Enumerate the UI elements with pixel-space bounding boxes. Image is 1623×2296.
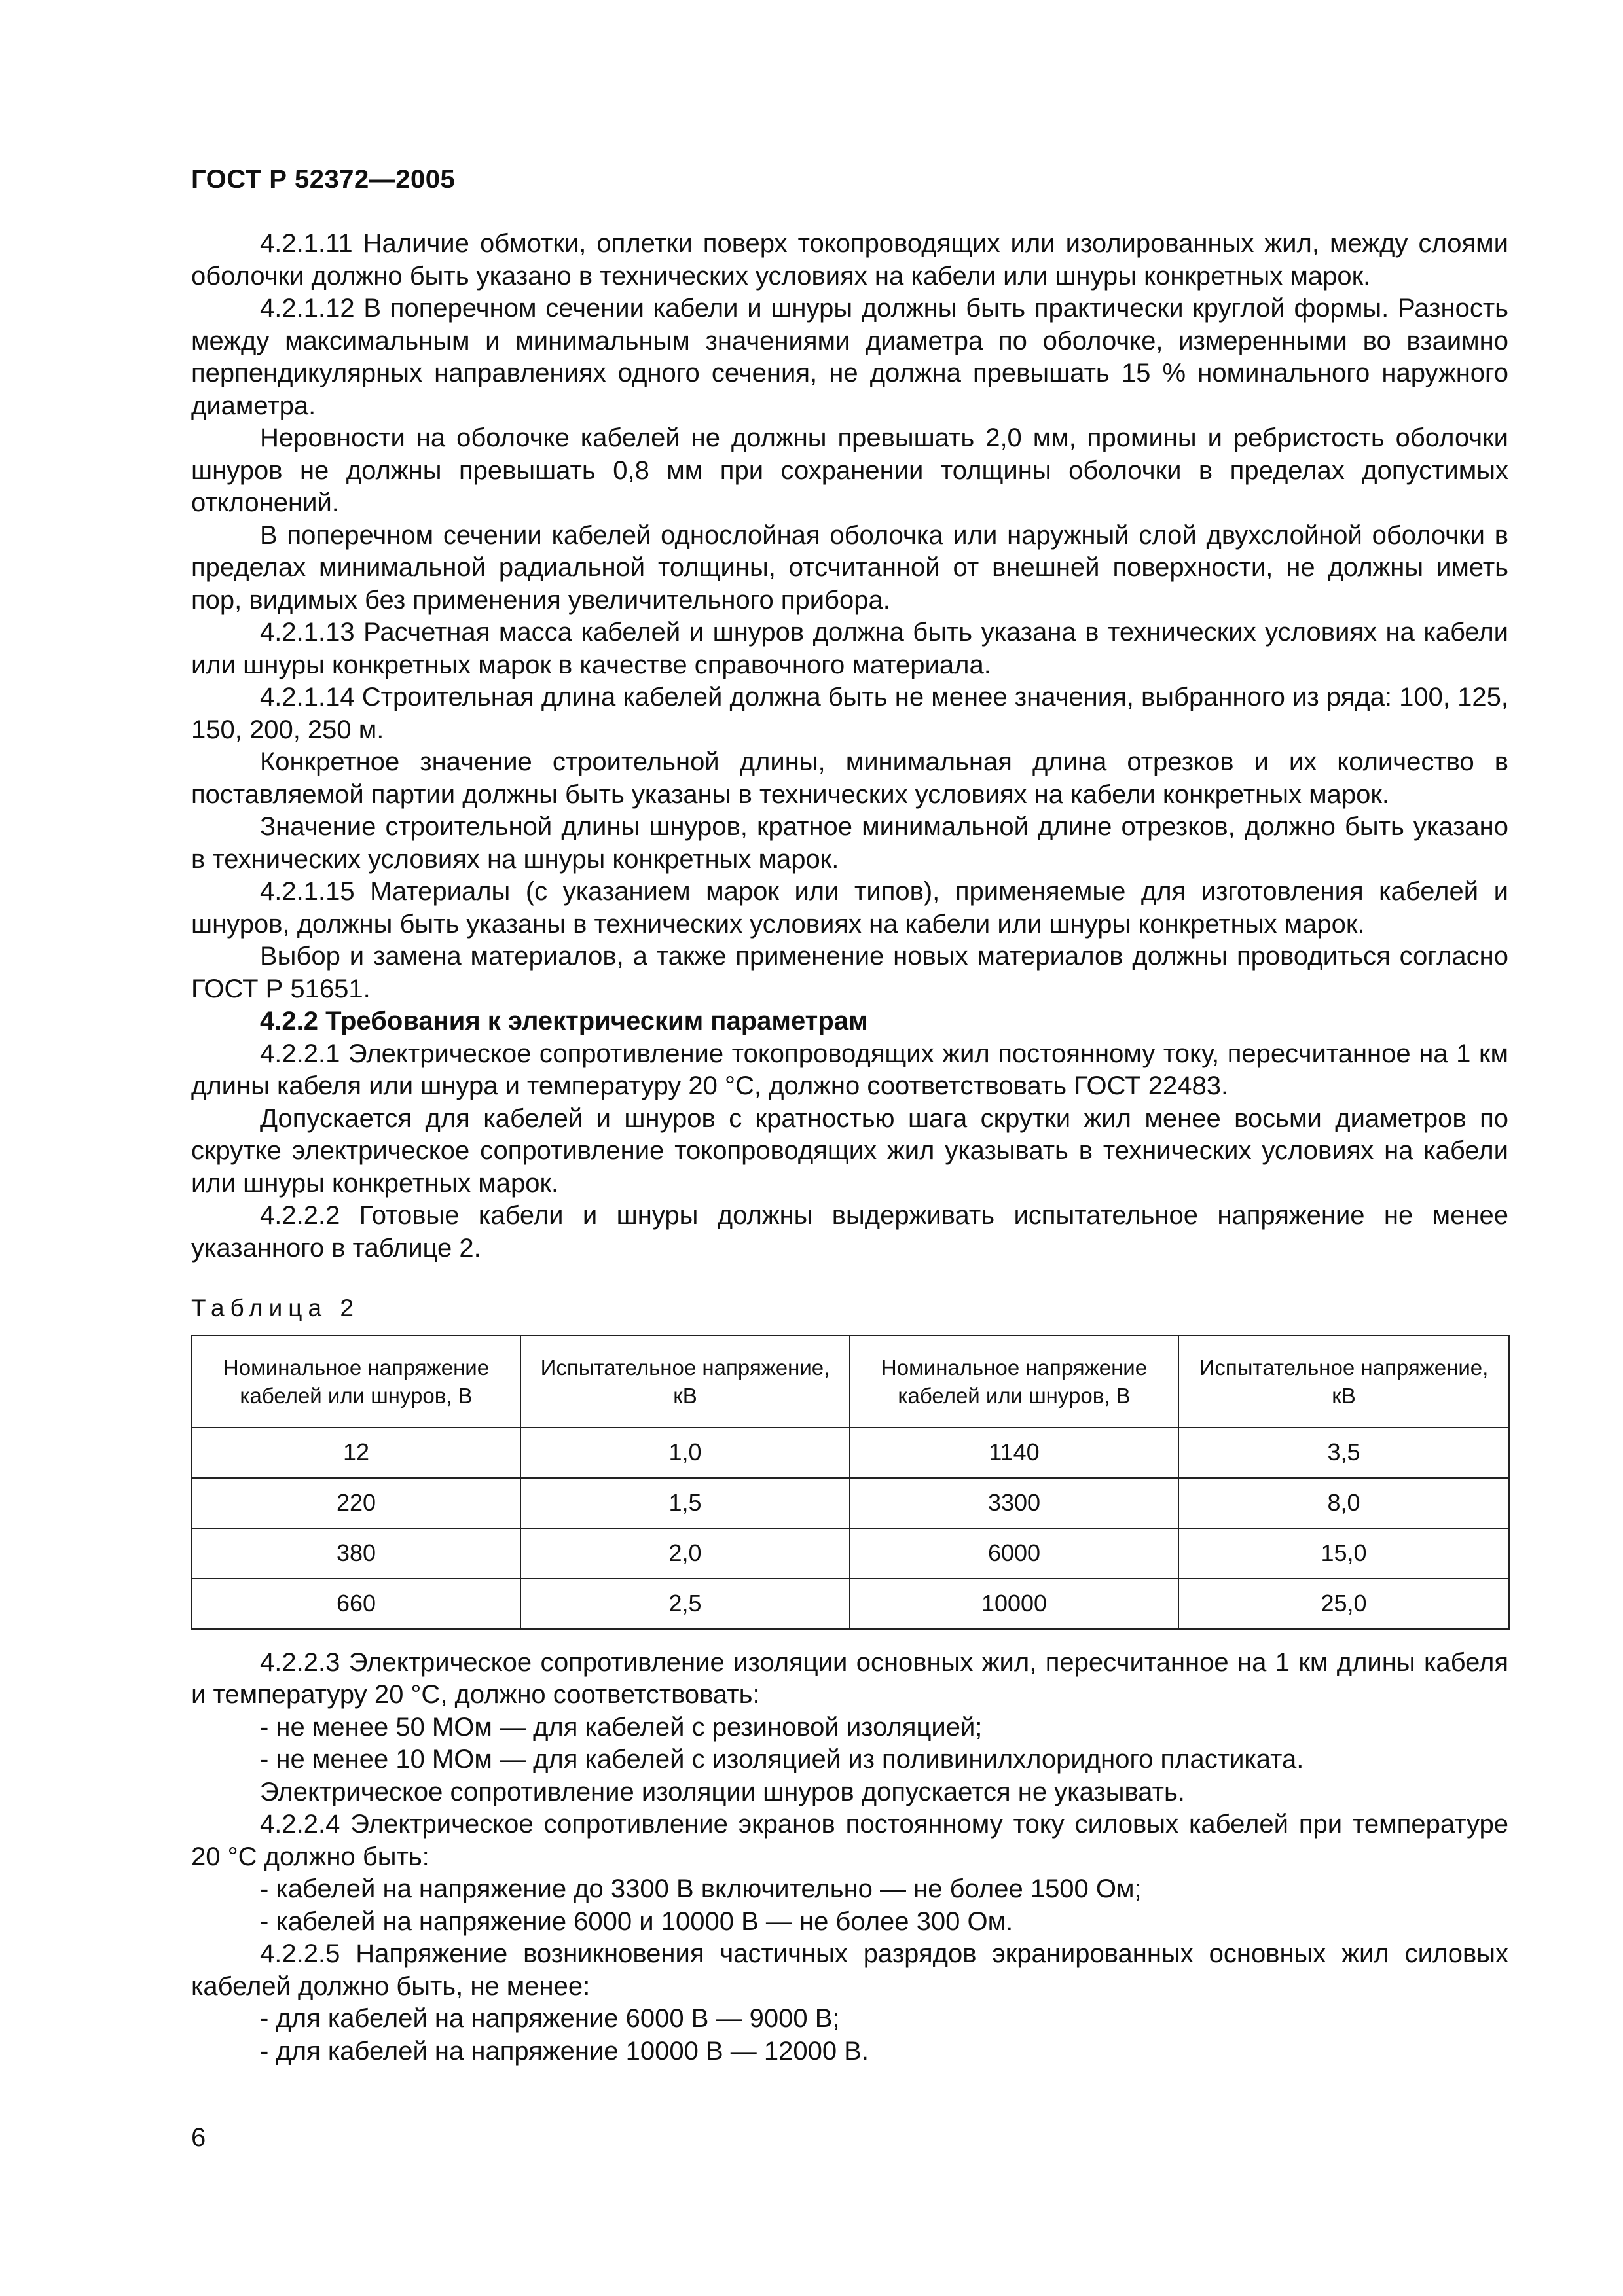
table-row — [192, 1478, 1509, 1528]
paragraph: Значение строительной длины шнуров, кратное минимальной длине отрезков, должно быть указано в технических условиях на шнуры конкретных марок. — [191, 812, 1508, 874]
table-caption: Таблица 2 — [191, 1295, 359, 1321]
table-cell: 1140 — [850, 1427, 1178, 1478]
list-item: - кабелей на напряжение до 3300 В включительно — не более 1500 Ом; — [260, 1874, 1142, 1903]
table-cell: 3300 — [850, 1478, 1178, 1528]
voltage-table — [191, 1335, 1510, 1630]
table-header-cell: Номинальное напряжение кабелей или шнуров, В — [850, 1336, 1178, 1427]
paragraph: 4.2.2.2 Готовые кабели и шнуры должны выдерживать испытательное напряжение не менее указанного в таблице 2. — [191, 1201, 1508, 1263]
list-item: - не менее 50 МОм — для кабелей с резиновой изоляцией; — [260, 1712, 983, 1742]
paragraph: 4.2.2.4 Электрическое сопротивление экранов постоянному току силовых кабелей при температуре 20 °С должно быть: — [191, 1810, 1508, 1871]
table-cell: 10000 — [850, 1579, 1178, 1629]
table-cell: 660 — [192, 1579, 520, 1629]
paragraph: 4.2.1.15 Материалы (с указанием марок или типов), применяемые для изготовления кабелей и шнуров, должны быть указаны в технических условиях на кабели или шнуры конкретных марок. — [191, 877, 1508, 939]
paragraph: Конкретное значение строительной длины, минимальная длина отрезков и их количество в поставляемой партии должны быть указаны в технических условиях на кабели конкретных марок. — [191, 747, 1508, 809]
document-header: ГОСТ Р 52372—2005 — [191, 165, 456, 194]
paragraph: Допускается для кабелей и шнуров с кратностью шага скрутки жил менее восьми диаметров по скрутке электрическое сопротивление токопроводящих жил указывать в технических условиях на кабели или шнуры конкретных марок. — [191, 1103, 1508, 1198]
document-body — [191, 228, 1508, 2068]
table-cell: 15,0 — [1178, 1528, 1509, 1579]
paragraph: 4.2.2.3 Электрическое сопротивление изоляции основных жил, пересчитанное на 1 км длины кабеля и температуру 20 °С, должно соответствовать: — [191, 1647, 1508, 1709]
table-cell: 2,0 — [520, 1528, 850, 1579]
table-header-cell: Испытательное напряжение, кВ — [520, 1336, 850, 1427]
table-cell: 2,5 — [520, 1579, 850, 1629]
table-header-row — [192, 1336, 1509, 1427]
table-header-cell: Номинальное напряжение кабелей или шнуров, В — [192, 1336, 520, 1427]
section-heading: 4.2.2 Требования к электрическим параметрам — [260, 1007, 868, 1035]
table-cell: 3,5 — [1178, 1427, 1509, 1478]
table-row — [192, 1528, 1509, 1579]
paragraph: 4.2.1.13 Расчетная масса кабелей и шнуров должна быть указана в технических условиях на кабели или шнуры конкретных марок в качестве справочного материала. — [191, 618, 1508, 679]
table-cell: 1,0 — [520, 1427, 850, 1478]
page-number: 6 — [191, 2123, 206, 2152]
paragraph: 4.2.2.1 Электрическое сопротивление токопроводящих жил постоянному току, пересчитанное на 1 км длины кабеля или шнура и температуру 20 °С, должно соответствовать ГОСТ 22483. — [191, 1039, 1508, 1100]
table-body — [192, 1427, 1509, 1629]
paragraph: 4.2.1.11 Наличие обмотки, оплетки поверх токопроводящих или изолированных жил, между слоями оболочки должно быть указано в технических условиях на кабели или шнуры конкретных марок. — [191, 229, 1508, 291]
list-item: - не менее 10 МОм — для кабелей с изоляцией из поливинилхлоридного пластиката. — [260, 1745, 1304, 1774]
paragraphs-top — [191, 228, 1508, 1265]
table-cell: 12 — [192, 1427, 520, 1478]
table-row — [192, 1579, 1509, 1629]
paragraph: В поперечном сечении кабелей однослойная оболочка или наружный слой двухслойной оболочки в пределах минимальной радиальной толщины, отсчитанной от внешней поверхности, не должны иметь пор, видимых без применения увеличительного прибора. — [191, 520, 1508, 615]
paragraph: Неровности на оболочке кабелей не должны превышать 2,0 мм, промины и ребристость оболочки шнуров не должны превышать 0,8 мм при сохранении толщины оболочки в пределах допустимых отклонений. — [191, 423, 1508, 517]
paragraph: 4.2.1.14 Строительная длина кабелей должна быть не менее значения, выбранного из ряда: 100, 125, 150, 200, 250 м. — [191, 683, 1508, 744]
paragraph: 4.2.1.12 В поперечном сечении кабели и шнуры должны быть практически круглой формы. Разность между максимальным и минимальным значениями диаметра по оболочке, измеренными во взаимно перпендикулярных направлениях одного сечения, не должна превышать 15 % номинального наружного диаметра. — [191, 294, 1508, 420]
list-item: - для кабелей на напряжение 10000 В — 12000 В. — [260, 2036, 869, 2066]
table-cell: 1,5 — [520, 1478, 850, 1528]
table-header-cell: Испытательное напряжение, кВ — [1178, 1336, 1509, 1427]
table-cell: 220 — [192, 1478, 520, 1528]
list-item: - для кабелей на напряжение 6000 В — 9000 В; — [260, 2004, 840, 2033]
paragraph: Электрическое сопротивление изоляции шнуров допускается не указывать. — [260, 1777, 1185, 1806]
table-cell: 380 — [192, 1528, 520, 1579]
table-cell: 25,0 — [1178, 1579, 1509, 1629]
paragraph: Выбор и замена материалов, а также применение новых материалов должны проводиться согласно ГОСТ Р 51651. — [191, 942, 1508, 1003]
paragraph: 4.2.2.5 Напряжение возникновения частичных разрядов экранированных основных жил силовых кабелей должно быть, не менее: — [191, 1939, 1508, 2001]
list-item: - кабелей на напряжение 6000 и 10000 В — не более 300 Ом. — [260, 1907, 1013, 1936]
table-row — [192, 1427, 1509, 1478]
table-cell: 8,0 — [1178, 1478, 1509, 1528]
table-cell: 6000 — [850, 1528, 1178, 1579]
paragraphs-bottom — [191, 1647, 1508, 2068]
